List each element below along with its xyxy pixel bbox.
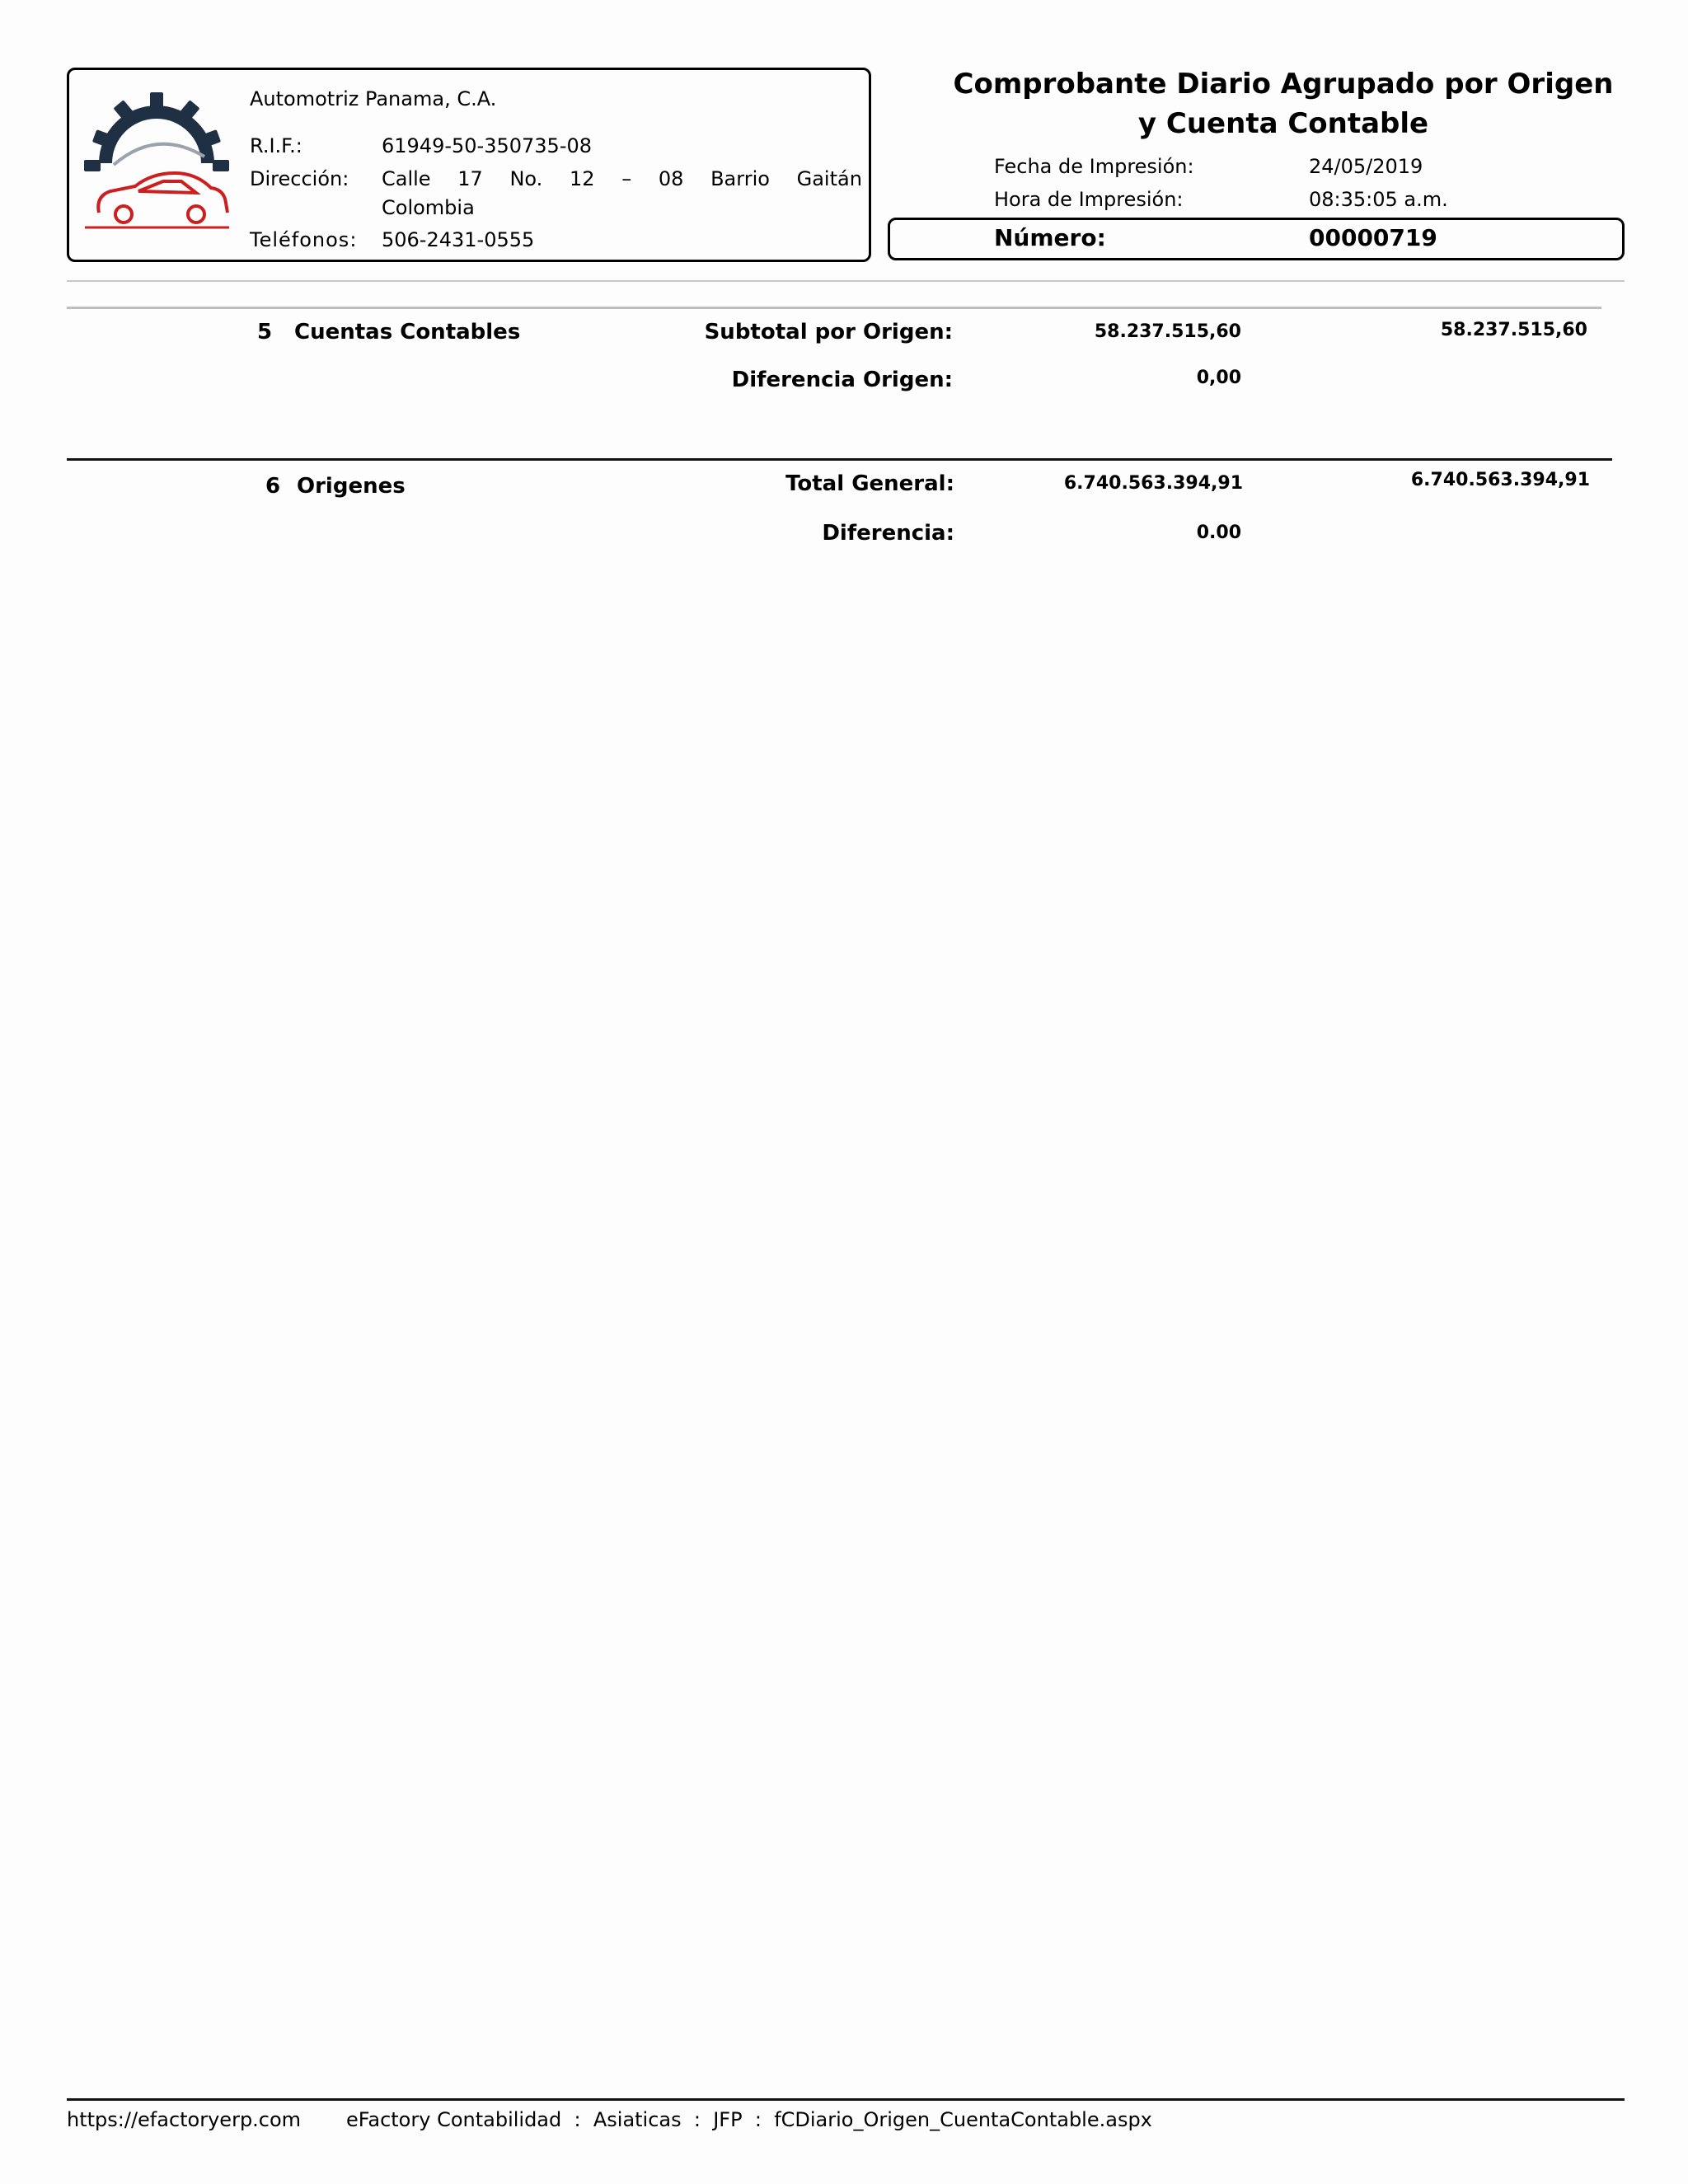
company-name: Automotriz Panama, C.A. (250, 87, 497, 110)
total-label: Total General: (785, 471, 954, 496)
report-title-line-2: y Cuenta Contable (1137, 107, 1429, 140)
address-word: 17 (457, 167, 483, 190)
print-time-value: 08:35:05 a.m. (1309, 188, 1448, 211)
address-word: – (621, 167, 632, 190)
accounts-label: Cuentas Contables (294, 320, 521, 344)
print-date-value: 24/05/2019 (1309, 155, 1423, 178)
address-word: No. (509, 167, 543, 190)
total-credit: 6.740.563.394,91 (1410, 470, 1590, 490)
total-divider (67, 458, 1612, 461)
print-date-label: Fecha de Impresión: (994, 155, 1194, 178)
address-word: 08 (658, 167, 684, 190)
number-label: Número: (994, 224, 1106, 251)
total-debit: 6.740.563.394,91 (1063, 473, 1243, 494)
footer-info: eFactory Contabilidad : Asiaticas : JFP : fCDiario_Origen_CuentaContable.aspx (346, 2108, 1152, 2131)
number-value: 00000719 (1309, 224, 1437, 251)
rif-label: R.I.F.: (250, 134, 302, 157)
gear-icon (84, 92, 229, 171)
footer-url: https://efactoryerp.com (67, 2108, 302, 2131)
section-divider (67, 307, 1601, 309)
address-line-1 (382, 167, 862, 190)
subtotal-credit: 58.237.515,60 (1440, 320, 1587, 340)
diff-origin-label: Diferencia Origen: (731, 368, 953, 392)
rif-value: 61949-50-350735-08 (382, 134, 593, 157)
difference-value: 0.00 (1196, 523, 1241, 543)
diff-origin-value: 0,00 (1196, 368, 1241, 388)
subtotal-label: Subtotal por Origen: (704, 320, 953, 344)
address-line-2: Colombia (382, 196, 475, 219)
report-title-line-1: Comprobante Diario Agrupado por Origen (953, 68, 1614, 101)
difference-label: Diferencia: (822, 521, 954, 546)
footer-divider (67, 2098, 1625, 2101)
address-word: Calle (382, 167, 431, 190)
origins-count: 6 (265, 474, 281, 499)
subtotal-debit: 58.237.515,60 (1094, 321, 1241, 342)
company-logo (81, 91, 233, 231)
address-word: Gaitán (796, 167, 862, 190)
address-word: Barrio (710, 167, 770, 190)
address-word: 12 (569, 167, 595, 190)
car-icon (98, 173, 227, 223)
phone-label: Teléfonos: (250, 228, 358, 251)
accounts-count: 5 (257, 320, 273, 344)
print-time-label: Hora de Impresión: (994, 188, 1184, 211)
header-divider (67, 280, 1625, 282)
address-label: Dirección: (250, 167, 349, 190)
phone-value: 506-2431-0555 (382, 228, 535, 251)
origins-label: Origenes (297, 474, 406, 499)
